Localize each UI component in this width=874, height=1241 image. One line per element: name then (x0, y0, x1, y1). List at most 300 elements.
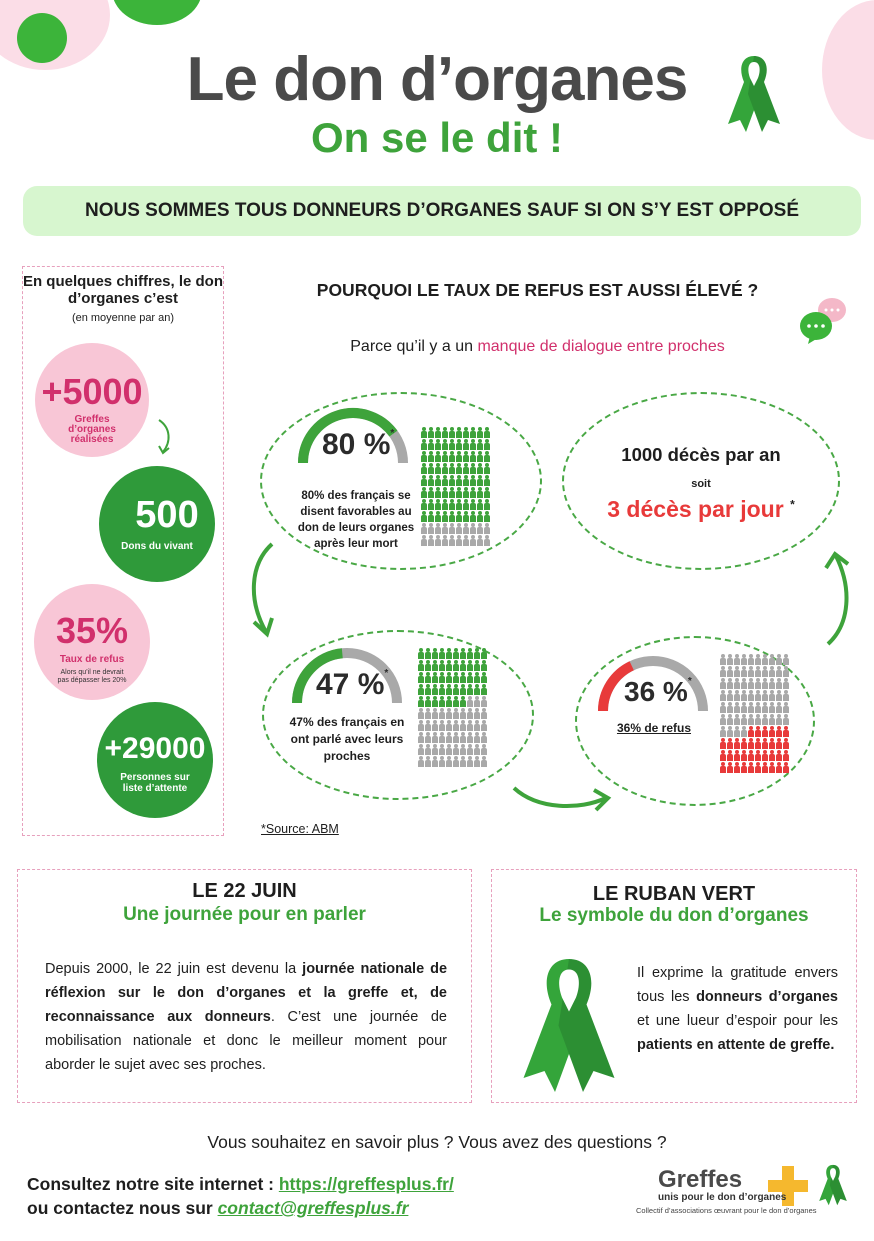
person-icon (435, 427, 441, 438)
person-icon (748, 714, 754, 725)
person-icon (425, 648, 431, 659)
person-icon (449, 511, 455, 522)
person-icon (762, 714, 768, 725)
person-icon (783, 726, 789, 737)
person-icon (762, 726, 768, 737)
person-icon (428, 463, 434, 474)
person-icon (453, 744, 459, 755)
person-icon (442, 463, 448, 474)
person-icon (460, 660, 466, 671)
person-icon (755, 738, 761, 749)
ribbon-text-1: Il exprime la gratitude envers tous les (637, 965, 838, 1005)
deaths-line2: soit (691, 478, 711, 490)
person-icon (741, 690, 747, 701)
person-icon (425, 744, 431, 755)
person-icon (474, 732, 480, 743)
person-icon (734, 714, 740, 725)
person-icon (460, 708, 466, 719)
person-icon (727, 702, 733, 713)
person-icon (435, 439, 441, 450)
person-icon (720, 654, 726, 665)
person-icon (755, 714, 761, 725)
person-icon (425, 660, 431, 671)
person-icon (425, 696, 431, 707)
person-icon (477, 487, 483, 498)
figure-waiting-list (97, 702, 213, 818)
figure-waiting-value: +29000 (104, 732, 206, 765)
person-icon (449, 523, 455, 534)
person-icon (474, 720, 480, 731)
question-title: POURQUOI LE TAUX DE REFUS EST AUSSI ÉLEVÉ ? (316, 280, 759, 300)
person-icon (755, 702, 761, 713)
person-icon (439, 720, 445, 731)
person-icon (727, 738, 733, 749)
person-icon (477, 451, 483, 462)
figures-subheading: (en moyenne par an) (71, 312, 175, 324)
person-icon (748, 666, 754, 677)
person-icon (484, 427, 490, 438)
person-icon (484, 523, 490, 534)
person-icon (727, 666, 733, 677)
person-icon (460, 720, 466, 731)
deaths-per-day: 3 décès par jour (607, 496, 784, 522)
person-icon (421, 451, 427, 462)
person-icon (783, 666, 789, 677)
june-text-bold: journée nationale de réflexion sur le don d’organes et la greffe et, de reconnaissance aux donneurs (45, 961, 448, 1025)
contact-label: ou contactez nous sur (27, 1198, 218, 1218)
footer-question: Vous souhaitez en savoir plus ? Vous avez des questions ? (207, 1132, 667, 1152)
person-icon (755, 690, 761, 701)
ribbon-title: LE RUBAN VERT (592, 883, 756, 905)
person-icon (421, 439, 427, 450)
person-icon (439, 696, 445, 707)
person-icon (474, 744, 480, 755)
person-icon (435, 523, 441, 534)
person-icon (484, 535, 490, 546)
person-icon (421, 511, 427, 522)
figure-waiting-label: Personnes sur liste d’attente (120, 772, 190, 794)
person-icon (470, 427, 476, 438)
person-icon (720, 702, 726, 713)
person-icon (783, 702, 789, 713)
person-icon (432, 732, 438, 743)
person-icon (446, 744, 452, 755)
person-icon (734, 654, 740, 665)
person-icon (428, 475, 434, 486)
person-icon (439, 660, 445, 671)
person-icon (734, 702, 740, 713)
person-icon (741, 654, 747, 665)
person-icon (432, 744, 438, 755)
person-icon (769, 690, 775, 701)
figure-refusal-rate (34, 584, 150, 700)
person-icon (762, 678, 768, 689)
person-icon (474, 684, 480, 695)
person-icon (463, 475, 469, 486)
person-icon (783, 738, 789, 749)
person-icon (467, 732, 473, 743)
person-icon (470, 451, 476, 462)
person-icon (467, 648, 473, 659)
chat-bubbles-icon (796, 296, 850, 344)
pct-47-value: 47 % (316, 668, 385, 701)
person-icon (421, 475, 427, 486)
person-icon (741, 738, 747, 749)
person-icon (442, 499, 448, 510)
person-icon (442, 487, 448, 498)
person-icon (741, 762, 747, 773)
person-icon (776, 750, 782, 761)
person-icon (481, 648, 487, 659)
person-icon (460, 696, 466, 707)
person-icon (435, 475, 441, 486)
person-icon (470, 439, 476, 450)
person-icon (467, 660, 473, 671)
person-icon (428, 511, 434, 522)
person-icon (481, 720, 487, 731)
ribbon-text-2: et une lueur d’espoir pour les (637, 1013, 838, 1029)
person-icon (432, 660, 438, 671)
person-icon (474, 696, 480, 707)
person-icon (435, 451, 441, 462)
person-icon (425, 756, 431, 767)
figure-grafts (35, 343, 149, 457)
person-icon (484, 451, 490, 462)
person-icon (456, 451, 462, 462)
person-icon (748, 702, 754, 713)
person-icon (720, 678, 726, 689)
person-icon (460, 756, 466, 767)
pct-36-value: 36 % (624, 676, 688, 707)
person-icon (418, 720, 424, 731)
person-icon (734, 666, 740, 677)
person-icon (421, 523, 427, 534)
person-icon (439, 708, 445, 719)
person-icon (428, 499, 434, 510)
person-icon (460, 744, 466, 755)
person-icon (418, 756, 424, 767)
person-icon (453, 732, 459, 743)
person-icon (449, 535, 455, 546)
person-icon (449, 475, 455, 486)
person-icon (720, 726, 726, 737)
person-icon (432, 684, 438, 695)
person-icon (748, 690, 754, 701)
stat-refusal-percent (624, 676, 692, 708)
stat-refusal-text: 36% de refus (616, 721, 692, 735)
person-icon (755, 726, 761, 737)
person-icon (720, 714, 726, 725)
person-icon (776, 702, 782, 713)
person-icon (727, 750, 733, 761)
person-icon (456, 499, 462, 510)
person-icon (776, 678, 782, 689)
site-link[interactable]: https://greffesplus.fr/ (278, 1174, 454, 1194)
person-icon (769, 654, 775, 665)
stat-favourable-text: 80% des français se disent favorables au don de leurs organes après leur mort (297, 490, 415, 550)
person-icon (748, 762, 754, 773)
person-icon (720, 690, 726, 701)
person-icon (734, 726, 740, 737)
person-icon (755, 750, 761, 761)
person-icon (477, 523, 483, 534)
person-icon (741, 678, 747, 689)
person-icon (428, 523, 434, 534)
person-icon (481, 672, 487, 683)
site-label: Consultez notre site internet : (27, 1174, 279, 1194)
ribbon-paragraph (637, 961, 838, 1057)
person-icon (734, 762, 740, 773)
person-icon (453, 756, 459, 767)
person-icon (456, 463, 462, 474)
person-icon (769, 726, 775, 737)
person-icon (428, 439, 434, 450)
person-icon (474, 708, 480, 719)
person-icon (720, 666, 726, 677)
person-icon (727, 678, 733, 689)
person-icon (453, 708, 459, 719)
person-icon (467, 720, 473, 731)
person-icon (720, 750, 726, 761)
person-icon (425, 720, 431, 731)
person-icon (484, 499, 490, 510)
contact-email-link[interactable]: contact@greffesplus.fr (217, 1198, 409, 1218)
person-icon (769, 678, 775, 689)
person-icon (456, 535, 462, 546)
person-icon (727, 726, 733, 737)
person-icon (720, 738, 726, 749)
person-icon (776, 690, 782, 701)
person-icon (769, 762, 775, 773)
person-icon (470, 463, 476, 474)
person-icon (453, 672, 459, 683)
source-note: *Source: ABM (261, 822, 339, 836)
june-subtitle: Une journée pour en parler (123, 904, 366, 925)
person-icon (446, 648, 452, 659)
stat-talked-percent (316, 668, 388, 702)
person-icon (463, 439, 469, 450)
person-icon (467, 744, 473, 755)
person-icon (439, 672, 445, 683)
person-icon (453, 696, 459, 707)
person-icon (720, 762, 726, 773)
person-icon (418, 660, 424, 671)
person-icon (432, 648, 438, 659)
person-icon (460, 648, 466, 659)
person-icon (484, 511, 490, 522)
person-icon (421, 463, 427, 474)
page-title: Le don d’organes (186, 45, 688, 114)
person-icon (425, 732, 431, 743)
june-text-2: . C’est une journée de mobilisation nationale et donc le meilleur moment pour aborder le sujet avec ses proches. (45, 1009, 448, 1073)
person-icon (477, 439, 483, 450)
person-icon (470, 523, 476, 534)
person-icon (428, 535, 434, 546)
person-icon (456, 511, 462, 522)
person-icon (446, 660, 452, 671)
ribbon-text-bold-1: donneurs d’organes (696, 989, 838, 1005)
person-icon (783, 654, 789, 665)
person-icon (734, 750, 740, 761)
person-icon (769, 750, 775, 761)
person-icon (470, 475, 476, 486)
answer-highlight: manque de dialogue entre proches (477, 338, 725, 355)
person-icon (442, 451, 448, 462)
person-icon (449, 439, 455, 450)
person-icon (776, 666, 782, 677)
footer-contact (27, 1172, 454, 1220)
person-icon (477, 427, 483, 438)
person-icon (776, 714, 782, 725)
person-icon (474, 672, 480, 683)
ribbon-subtitle: Le symbole du don d’organes (539, 905, 809, 926)
person-icon (762, 750, 768, 761)
person-icon (741, 714, 747, 725)
answer-prefix: Parce qu’il y a un (350, 338, 478, 355)
person-icon (755, 762, 761, 773)
person-icon (439, 732, 445, 743)
person-icon (463, 535, 469, 546)
person-icon (446, 732, 452, 743)
person-icon (484, 475, 490, 486)
person-icon (442, 535, 448, 546)
person-icon (477, 535, 483, 546)
person-icon (769, 738, 775, 749)
greffes-logo (636, 1160, 856, 1220)
person-icon (463, 499, 469, 510)
person-icon (783, 678, 789, 689)
logo-tagline: unis pour le don d’organes (658, 1192, 787, 1203)
person-icon (418, 744, 424, 755)
person-icon (463, 463, 469, 474)
person-icon (467, 756, 473, 767)
person-icon (481, 684, 487, 695)
person-icon (769, 666, 775, 677)
person-icon (456, 487, 462, 498)
person-icon (425, 684, 431, 695)
person-icon (463, 487, 469, 498)
person-icon (421, 427, 427, 438)
decor-circle-green-top (112, 0, 202, 25)
curved-arrow-icon (155, 418, 175, 456)
pct-36-star: * (687, 676, 692, 687)
person-icon (446, 672, 452, 683)
ribbon-text-bold-2: patients en attente de greffe. (637, 1037, 835, 1053)
person-icon (748, 726, 754, 737)
person-icon (435, 487, 441, 498)
green-ribbon-icon (722, 52, 786, 132)
deaths-line1: 1000 décès par an (621, 444, 781, 465)
person-icon (776, 726, 782, 737)
person-icon (432, 672, 438, 683)
person-icon (741, 750, 747, 761)
person-icon (776, 762, 782, 773)
person-icon (435, 535, 441, 546)
curved-arrow-left-icon (244, 540, 280, 640)
person-icon (474, 648, 480, 659)
figure-grafts-label: Greffes d’organes réalisées (68, 414, 116, 445)
person-icon (463, 523, 469, 534)
pct-80-star: * (390, 428, 395, 439)
person-icon (467, 696, 473, 707)
person-icon (463, 427, 469, 438)
person-icon (449, 463, 455, 474)
person-icon (776, 654, 782, 665)
person-icon (421, 499, 427, 510)
person-icon (769, 714, 775, 725)
person-icon (467, 672, 473, 683)
person-icon (446, 756, 452, 767)
person-icon (769, 702, 775, 713)
person-icon (439, 744, 445, 755)
person-icon (456, 523, 462, 534)
person-icon (453, 648, 459, 659)
person-icon (748, 750, 754, 761)
person-icon (432, 708, 438, 719)
logo-ribbon-icon (816, 1162, 850, 1206)
person-icon (783, 690, 789, 701)
deaths-star: * (790, 497, 795, 512)
green-ribbon-large-icon (510, 952, 628, 1092)
person-icon (418, 672, 424, 683)
person-icon (748, 738, 754, 749)
question-answer (250, 338, 825, 356)
person-icon (428, 427, 434, 438)
person-icon (727, 714, 733, 725)
person-icon (727, 762, 733, 773)
person-icon (484, 463, 490, 474)
person-icon (734, 690, 740, 701)
stat-talked-text: 47% des français en ont parlé avec leurs proches (289, 715, 405, 763)
person-icon (463, 511, 469, 522)
person-icon (421, 535, 427, 546)
june-paragraph (45, 957, 447, 1077)
people-grid-47 (418, 648, 488, 767)
person-icon (755, 666, 761, 677)
person-icon (453, 660, 459, 671)
person-icon (446, 708, 452, 719)
person-icon (470, 487, 476, 498)
person-icon (425, 672, 431, 683)
person-icon (748, 678, 754, 689)
person-icon (477, 463, 483, 474)
person-icon (484, 439, 490, 450)
person-icon (442, 427, 448, 438)
opt-out-banner: NOUS SOMMES TOUS DONNEURS D’ORGANES SAUF SI ON S’Y EST OPPOSÉ (23, 186, 861, 236)
june-title: LE 22 JUIN (192, 880, 297, 902)
person-icon (460, 672, 466, 683)
figure-living-donations (99, 466, 215, 582)
person-icon (762, 762, 768, 773)
person-icon (470, 535, 476, 546)
person-icon (783, 714, 789, 725)
person-icon (783, 750, 789, 761)
person-icon (418, 732, 424, 743)
person-icon (432, 756, 438, 767)
person-icon (481, 756, 487, 767)
person-icon (481, 732, 487, 743)
figures-heading: En quelques chiffres, le don d’organes c’est (22, 273, 224, 307)
person-icon (727, 654, 733, 665)
person-icon (425, 708, 431, 719)
curved-arrow-bottom-icon (510, 780, 614, 814)
person-icon (783, 762, 789, 773)
person-icon (456, 439, 462, 450)
person-icon (762, 702, 768, 713)
people-grid-36 (720, 654, 790, 773)
person-icon (418, 708, 424, 719)
deaths-line3 (562, 496, 840, 523)
